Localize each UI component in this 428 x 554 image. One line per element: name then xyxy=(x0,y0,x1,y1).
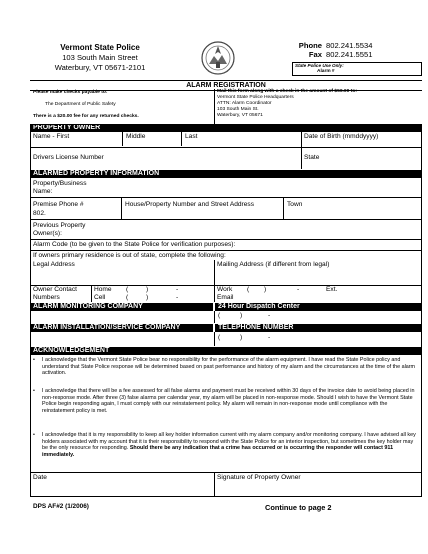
paren: ) xyxy=(240,334,243,341)
previous-owner-label: Previous Property xyxy=(33,222,86,229)
property-owner-header: PROPERTY OWNER xyxy=(30,124,422,132)
business-name-field[interactable]: Name: xyxy=(33,188,53,195)
mail-line: Vermont State Police Headquarters xyxy=(217,95,294,100)
agency-name: Vermont State Police xyxy=(60,43,140,52)
paren: ) xyxy=(264,286,267,293)
owner-first-name-field[interactable]: Name - First xyxy=(33,133,70,140)
mail-instruction: Mail this form along with a check in the amount of $50.00 to: xyxy=(217,89,357,94)
paren: ( xyxy=(247,286,250,293)
paren: ) xyxy=(240,312,243,319)
phone-number: 802.241.5534 xyxy=(326,41,373,50)
bullet: • xyxy=(33,388,35,394)
owner-last-name-field[interactable]: Last xyxy=(185,133,198,140)
payment-divider xyxy=(214,89,215,124)
agency-address xyxy=(30,43,170,73)
payment-info xyxy=(33,90,213,120)
payee: The Department of Public Safety xyxy=(45,102,116,107)
alarm-number-field[interactable]: Alarm # xyxy=(317,69,335,74)
paren: ) xyxy=(146,294,149,301)
cell-phone-label: Cell xyxy=(94,294,106,301)
continue-note: Continue to page 2 xyxy=(265,503,332,512)
ext-label: Ext. xyxy=(326,286,338,293)
dispatch-center-header: 24 Hour Dispatch Center xyxy=(215,303,422,311)
out-of-state-note: If owners primary residence is out of state, complete the following: xyxy=(33,252,226,259)
signature-field[interactable]: Signature of Property Owner xyxy=(217,474,301,481)
email-field[interactable]: Email xyxy=(217,294,234,301)
agency-city: Waterbury, VT 05671-2101 xyxy=(54,63,146,72)
drivers-license-field[interactable]: Drivers License Number xyxy=(33,154,104,161)
fax-number: 802.241.5551 xyxy=(326,50,373,59)
owner-dob-field[interactable]: Date of Birth (mmddyyyy) xyxy=(304,133,379,140)
agency-street: 103 South Main Street xyxy=(62,53,138,62)
form-border xyxy=(30,124,422,497)
form-id: DPS AF#2 (1/2006) xyxy=(33,503,89,510)
acknowledgement-text: I acknowledge that it is my responsibility to keep all key holder information current with my alarm company and/or monitoring company. I have advised all key holders associated with my account that it is their responsibility to respond with the State Police for an interior inspection, but sometimes the key holder may be the only resource for responding. xyxy=(42,432,416,452)
paren: ) xyxy=(146,286,149,293)
owner-contact-label: Owner Contact xyxy=(33,286,77,293)
paren: ( xyxy=(218,334,221,341)
office-use-box xyxy=(292,62,422,76)
acknowledgement-bold-text: Should there be any indication that a crime has occurred or is occurring the responder will contact 911 immediately. xyxy=(42,445,394,458)
contact-numbers xyxy=(286,41,426,59)
monitoring-company-header: ALARM MONITORING COMPANY xyxy=(30,303,213,311)
mail-to-info xyxy=(217,89,422,119)
mail-line: Waterbury, VT 05671 xyxy=(217,113,263,118)
dash: - xyxy=(176,286,179,293)
alarmed-property-header: ALARMED PROPERTY INFORMATION xyxy=(30,170,422,178)
phone-label: Phone xyxy=(298,41,322,50)
bullet: • xyxy=(33,357,35,363)
form-title: ALARM REGISTRATION xyxy=(30,80,422,91)
dash: - xyxy=(176,294,179,301)
work-phone-label: Work xyxy=(217,286,233,293)
date-field[interactable]: Date xyxy=(33,474,47,481)
paren: ( xyxy=(126,294,129,301)
payable-to-label: Please make checks payable to: xyxy=(33,90,108,95)
town-field[interactable]: Town xyxy=(287,201,303,208)
vermont-seal-icon xyxy=(200,38,236,78)
mail-line: 103 South Main St. xyxy=(217,107,259,112)
premise-phone-field[interactable]: 802. xyxy=(33,210,46,217)
office-use-title: State Police Use Only: xyxy=(295,63,344,68)
mailing-address-field[interactable]: Mailing Address (if different from legal) xyxy=(217,261,330,268)
alarm-code-field[interactable]: Alarm Code (to be given to the State Police for verification purposes): xyxy=(33,241,236,248)
business-name-label: Property/Business xyxy=(33,180,87,187)
mail-line: ATTN: Alarm Coordinator xyxy=(217,101,272,106)
fax-label: Fax xyxy=(308,50,322,59)
paren: ( xyxy=(126,286,129,293)
returned-check-fee: There is a $20.00 fee for any returned checks. xyxy=(33,114,139,119)
dash: - xyxy=(297,286,300,293)
owner-middle-name-field[interactable]: Middle xyxy=(126,133,146,140)
acknowledgement-text: I acknowledge that there will be a fee assessed for all false alarms and payment must be received within 30 days of the invoice date to avoid being placed in non-response mode. After three (3) false alarms per calendar year, my alarm will be placed in non-response mode. Should I wish to have the Vermont State Police begin responding again, I must comply with our reinstatement policy. My alarm will remain in non-response mode until compliance with the reinstatement policy is met. xyxy=(42,388,415,414)
dash: - xyxy=(268,334,271,341)
previous-owner-field[interactable]: Owner(s): xyxy=(33,230,62,237)
installation-company-header: ALARM INSTALLATION/SERVICE COMPANY xyxy=(30,324,213,332)
owner-contact-label-2: Numbers xyxy=(33,294,60,301)
premise-phone-label: Premise Phone # xyxy=(33,201,84,208)
acknowledgement-text: I acknowledge that the Vermont State Police bear no responsibility for the performance of the alarm equipment. I have read the State Police policy and understand that State Police response will be determined based on past performance and history of my alarm and the circumstances at the time of the alarm activation. xyxy=(42,357,416,377)
dash: - xyxy=(268,312,271,319)
bullet: • xyxy=(33,432,35,438)
acknowledgement-header: ACKNOWLEDGEMENT xyxy=(30,347,422,355)
home-phone-label: Home xyxy=(94,286,112,293)
paren: ( xyxy=(218,312,221,319)
license-state-field[interactable]: State xyxy=(304,154,320,161)
legal-address-field[interactable]: Legal Address xyxy=(33,261,75,268)
telephone-number-header: TELEPHONE NUMBER xyxy=(215,324,422,332)
street-address-field[interactable]: House/Property Number and Street Address xyxy=(125,201,255,208)
